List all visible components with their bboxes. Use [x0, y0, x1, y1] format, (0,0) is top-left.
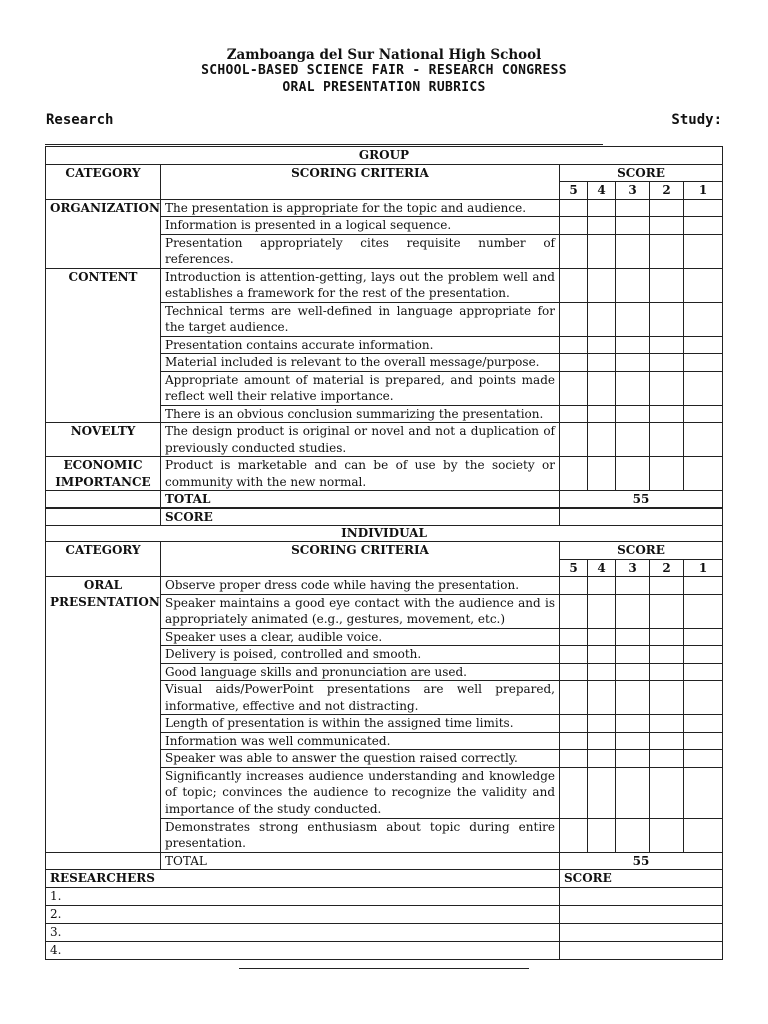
score-cell: [560, 217, 588, 235]
score-header: SCORE: [560, 542, 723, 560]
score-cell: [560, 715, 588, 733]
researcher-score: [560, 887, 723, 905]
individual-title: INDIVIDUAL: [46, 508, 723, 542]
researchers-score-header: SCORE: [560, 870, 723, 888]
document-title: SCHOOL-BASED SCIENCE FAIR - RESEARCH CONGRESS: [201, 63, 567, 78]
score-cell: [616, 268, 650, 302]
score-cell: [650, 646, 684, 664]
score-col-header: 2: [650, 182, 684, 200]
score-cell: [684, 234, 723, 268]
score-cell: [616, 354, 650, 372]
criterion: Observe proper dress code while having the presentation.: [161, 577, 560, 595]
score-cell: [560, 750, 588, 768]
researcher-score: [560, 923, 723, 941]
criterion: Speaker maintains a good eye contact with the audience and is appropriately animated (e.g., gestures, movement, etc.): [161, 594, 560, 628]
criterion: Information was well communicated.: [161, 732, 560, 750]
school-name: Zamboanga del Sur National High School: [226, 47, 542, 63]
score-cell: [560, 268, 588, 302]
total-label: TOTAL: [161, 491, 560, 509]
score-col-header: 1: [684, 559, 723, 577]
table-row: [46, 457, 723, 491]
score-cell: [684, 268, 723, 302]
criterion: Information is presented in a logical sequence.: [161, 217, 560, 235]
score-cell: [616, 405, 650, 423]
score-cell: [650, 199, 684, 217]
total-blank: [46, 852, 161, 870]
score-cell: [588, 818, 616, 852]
score-cell: [684, 577, 723, 595]
total-value: 55: [560, 491, 723, 509]
researcher-row-label: 1.: [46, 887, 560, 905]
table-row: [46, 542, 723, 560]
score-cell: [616, 217, 650, 235]
score-cell: [616, 423, 650, 457]
score-cell: [684, 715, 723, 733]
score-cell: [616, 234, 650, 268]
criterion: Product is marketable and can be of use by the society or community with the new normal.: [161, 457, 560, 491]
score-cell: [560, 628, 588, 646]
table-row: [46, 905, 723, 923]
score-cell: [650, 715, 684, 733]
criterion: There is an obvious conclusion summarizing the presentation.: [161, 405, 560, 423]
score-cell: [588, 354, 616, 372]
score-cell: [588, 732, 616, 750]
criterion: Significantly increases audience understanding and knowledge of topic; convinces the audience to recognize the validity and importance of the study conducted.: [161, 767, 560, 818]
score-cell: [650, 268, 684, 302]
score-col-header: 4: [588, 559, 616, 577]
criterion: The presentation is appropriate for the topic and audience.: [161, 199, 560, 217]
criterion: Length of presentation is within the assigned time limits.: [161, 715, 560, 733]
table-row: [46, 268, 723, 302]
score-cell: [560, 302, 588, 336]
score-cell: [650, 423, 684, 457]
score-cell: [560, 646, 588, 664]
criterion: Introduction is attention-getting, lays out the problem well and establishes a framework for the rest of the presentation.: [161, 268, 560, 302]
table-row: [46, 147, 723, 165]
table-row: [46, 923, 723, 941]
score-cell: [588, 336, 616, 354]
study-label: Study:: [671, 112, 722, 128]
score-cell: [650, 628, 684, 646]
criterion: Good language skills and pronunciation are used.: [161, 663, 560, 681]
table-row: [46, 887, 723, 905]
score-cell: [560, 663, 588, 681]
researcher-row-label: 2.: [46, 905, 560, 923]
criterion: Presentation contains accurate information.: [161, 336, 560, 354]
score-cell: [588, 594, 616, 628]
score-cell: [684, 457, 723, 491]
score-cell: [588, 457, 616, 491]
score-cell: [560, 354, 588, 372]
score-cell: [650, 577, 684, 595]
score-cell: [616, 663, 650, 681]
score-cell: [650, 371, 684, 405]
criterion: Delivery is poised, controlled and smooth.: [161, 646, 560, 664]
score-header: SCORE: [560, 164, 723, 182]
score-cell: [684, 681, 723, 715]
score-cell: [684, 732, 723, 750]
score-cell: [616, 732, 650, 750]
criterion: Presentation appropriately cites requisite number of references.: [161, 234, 560, 268]
table-row: [46, 870, 723, 888]
score-label: SCORE: [161, 508, 560, 526]
score-cell: [588, 268, 616, 302]
researcher-row-label: 3.: [46, 923, 560, 941]
score-cell: [650, 681, 684, 715]
score-cell: [616, 577, 650, 595]
score-cell: [616, 715, 650, 733]
score-cell: [560, 405, 588, 423]
score-cell: [588, 371, 616, 405]
document-subtitle: ORAL PRESENTATION RUBRICS: [282, 80, 486, 95]
score-cell: [616, 681, 650, 715]
score-cell: [684, 336, 723, 354]
criterion: Material included is relevant to the overall message/purpose.: [161, 354, 560, 372]
score-cell: [588, 199, 616, 217]
score-col-header: 3: [616, 182, 650, 200]
score-cell: [616, 818, 650, 852]
category-oral-presentation: ORAL PRESENTATION: [46, 577, 161, 853]
score-cell: [588, 234, 616, 268]
score-cell: [588, 628, 616, 646]
score-col-header: 5: [560, 559, 588, 577]
score-cell: [650, 732, 684, 750]
score-cell: [684, 199, 723, 217]
score-cell: [560, 818, 588, 852]
score-cell: [650, 234, 684, 268]
score-col-header: 4: [588, 182, 616, 200]
score-cell: [684, 594, 723, 628]
score-cell: [560, 732, 588, 750]
score-cell: [560, 423, 588, 457]
score-cell: [560, 234, 588, 268]
research-title-line: [45, 144, 603, 145]
score-cell: [684, 217, 723, 235]
category-novelty: NOVELTY: [46, 423, 161, 457]
category-header: CATEGORY: [46, 164, 161, 199]
category-economic-importance: ECONOMIC IMPORTANCE: [46, 457, 161, 491]
score-cell: [616, 646, 650, 664]
score-cell: [650, 594, 684, 628]
score-cell: [616, 371, 650, 405]
score-cell: [650, 336, 684, 354]
score-cell: [588, 750, 616, 768]
criteria-header: SCORING CRITERIA: [161, 542, 560, 577]
group-title: GROUP: [46, 147, 723, 165]
score-cell: [588, 663, 616, 681]
score-col-header: 2: [650, 559, 684, 577]
score-cell: [616, 336, 650, 354]
score-cell: [616, 628, 650, 646]
score-cell: [560, 336, 588, 354]
category-content: CONTENT: [46, 268, 161, 423]
criterion: Appropriate amount of material is prepared, and points made reflect well their relative importance.: [161, 371, 560, 405]
score-cell: [588, 577, 616, 595]
score-cell: [650, 767, 684, 818]
score-cell: [684, 302, 723, 336]
score-cell: [616, 302, 650, 336]
score-cell: [684, 371, 723, 405]
score-cell: [684, 767, 723, 818]
score-col-header: 5: [560, 182, 588, 200]
table-row: [46, 423, 723, 457]
group-rubric-table: [45, 146, 723, 526]
score-cell: [684, 663, 723, 681]
score-cell: [684, 628, 723, 646]
table-row: [46, 852, 723, 870]
score-cell: [560, 767, 588, 818]
score-cell: [588, 681, 616, 715]
score-cell: [650, 354, 684, 372]
researcher-score: [560, 905, 723, 923]
score-cell: [560, 577, 588, 595]
score-cell: [588, 646, 616, 664]
score-cell: [684, 354, 723, 372]
total-label: TOTAL: [161, 852, 560, 870]
total-value: 55: [560, 852, 723, 870]
score-cell: [616, 594, 650, 628]
researchers-header: RESEARCHERS: [46, 870, 560, 888]
criterion: Demonstrates strong enthusiasm about topic during entire presentation.: [161, 818, 560, 852]
score-cell: [616, 767, 650, 818]
criterion: Technical terms are well-defined in language appropriate for the target audience.: [161, 302, 560, 336]
score-cell: [616, 199, 650, 217]
score-cell: [588, 217, 616, 235]
score-cell: [684, 405, 723, 423]
score-cell: [650, 405, 684, 423]
score-cell: [588, 423, 616, 457]
score-col-header: 3: [616, 559, 650, 577]
table-row: [46, 199, 723, 217]
score-cell: [560, 594, 588, 628]
score-cell: [650, 750, 684, 768]
category-header: CATEGORY: [46, 542, 161, 577]
table-row: [46, 577, 723, 595]
table-row: [46, 941, 723, 959]
criterion: Speaker was able to answer the question raised correctly.: [161, 750, 560, 768]
researcher-score: [560, 941, 723, 959]
table-row: [46, 491, 723, 509]
criterion: Speaker uses a clear, audible voice.: [161, 628, 560, 646]
score-col-header: 1: [684, 182, 723, 200]
score-cell: [650, 663, 684, 681]
score-cell: [650, 217, 684, 235]
score-cell: [684, 646, 723, 664]
criterion: Visual aids/PowerPoint presentations are well prepared, informative, effective and not distracting.: [161, 681, 560, 715]
researcher-row-label: 4.: [46, 941, 560, 959]
table-row: [46, 164, 723, 182]
score-cell: [684, 818, 723, 852]
total-blank: [46, 491, 161, 509]
individual-rubric-table: [45, 507, 723, 960]
score-cell: [588, 767, 616, 818]
score-cell: [650, 302, 684, 336]
score-cell: [684, 423, 723, 457]
criteria-header: SCORING CRITERIA: [161, 164, 560, 199]
score-cell: [616, 457, 650, 491]
score-cell: [560, 199, 588, 217]
table-row: [46, 508, 723, 542]
score-cell: [616, 750, 650, 768]
category-organization: ORGANIZATION: [46, 199, 161, 268]
score-cell: [588, 405, 616, 423]
score-cell: [588, 715, 616, 733]
score-cell: [650, 818, 684, 852]
research-label: Research: [46, 112, 114, 128]
score-cell: [560, 457, 588, 491]
score-cell: [560, 681, 588, 715]
score-cell: [588, 302, 616, 336]
signature-line: [239, 968, 529, 969]
score-cell: [650, 457, 684, 491]
score-cell: [684, 750, 723, 768]
score-cell: [560, 371, 588, 405]
criterion: The design product is original or novel and not a duplication of previously conducted studies.: [161, 423, 560, 457]
